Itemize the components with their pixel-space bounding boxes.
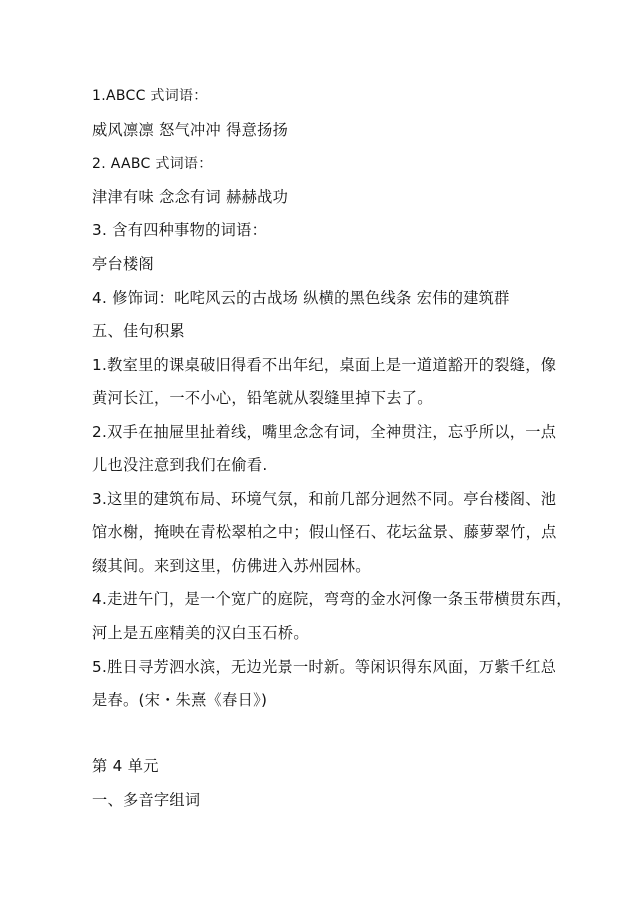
- sentence-2-line-1: 2.双手在抽屉里扯着线，嘴里念念有词，全神贯注，忘乎所以，一点: [92, 423, 557, 441]
- heading-abcc-words: 1.ABCC 式词语：: [92, 88, 208, 104]
- four-things-word: 亭台楼阁: [92, 255, 154, 273]
- modifier-words: 4. 修饰词：叱咤风云的古战场 纵横的黑色线条 宏伟的建筑群: [92, 289, 510, 307]
- sentence-4-line-2: 河上是五座精美的汉白玉石桥。: [92, 624, 309, 642]
- sentence-2-line-2: 儿也没注意到我们在偷看.: [92, 456, 268, 474]
- sentence-3-line-2: 馆水榭，掩映在青松翠柏之中；假山怪石、花坛盆景、藤萝翠竹，点: [92, 523, 557, 541]
- heading-aabc-words: 2. AABC 式词语：: [92, 156, 213, 172]
- aabc-word-list: 津津有味 念念有词 赫赫战功: [92, 188, 289, 206]
- section-title-sentences: 五、佳句积累: [92, 322, 185, 340]
- sentence-3-line-3: 缀其间。来到这里，仿佛进入苏州园林。: [92, 557, 371, 575]
- unit-title: 第 4 单元: [92, 757, 159, 775]
- sentence-3-line-1: 3.这里的建筑布局、环境气氛，和前几部分迥然不同。亭台楼阁、池: [92, 490, 557, 508]
- sentence-5-line-1: 5.胜日寻芳泗水滨，无边光景一时新。等闲识得东风面，万紫千红总: [92, 658, 557, 676]
- sentence-4-line-1: 4.走进午门，是一个宽广的庭院，弯弯的金水河像一条玉带横贯东西，: [92, 590, 572, 608]
- sentence-1-line-2: 黄河长江，一不小心，铅笔就从裂缝里掉下去了。: [92, 389, 433, 407]
- sentence-5-line-2: 是春。(宋・朱熹《春日》): [92, 691, 268, 709]
- sentence-1-line-1: 1.教室里的课桌破旧得看不出年纪，桌面上是一道道豁开的裂缝，像: [92, 356, 557, 374]
- abcc-word-list: 威风凛凛 怒气冲冲 得意扬扬: [92, 121, 289, 139]
- section-title-polyphones: 一、多音字组词: [92, 791, 201, 809]
- heading-four-things: 3. 含有四种事物的词语：: [92, 221, 268, 239]
